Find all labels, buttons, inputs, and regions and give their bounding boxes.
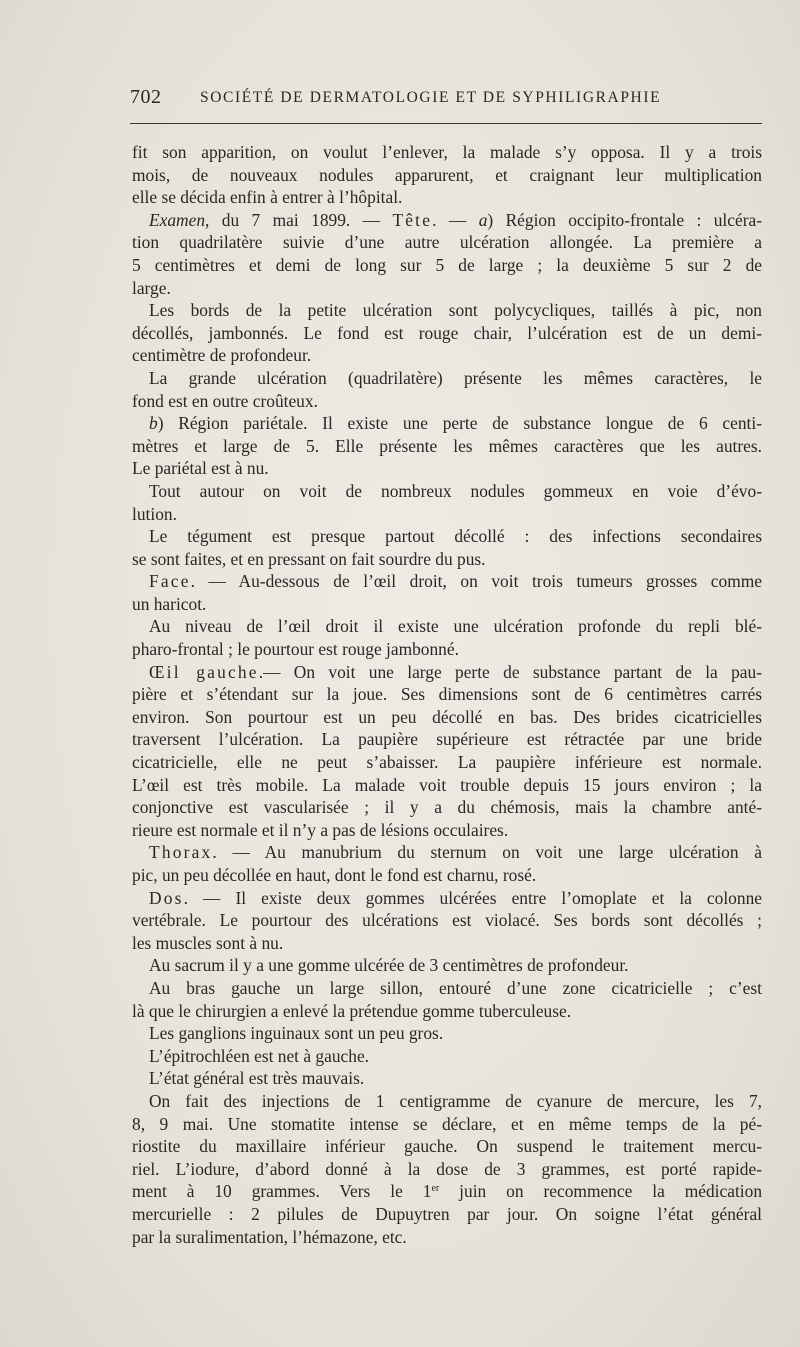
spaced-heading: Œil gauche bbox=[149, 661, 259, 682]
text-line: se sont faites, et en pressant on fait sourdre du pus. bbox=[132, 548, 486, 569]
text-run: . — Il existe deux gommes ulcérées entre l’omoplate et la colonne bbox=[183, 887, 762, 908]
page-number: 702 bbox=[130, 86, 162, 108]
text-line: par la suralimentation, l’hémazone, etc. bbox=[132, 1226, 407, 1247]
spaced-heading: Tête bbox=[392, 209, 433, 230]
text-line: décollés, jambonnés. Le fond est rouge chair, l’ulcération est de un demi- bbox=[132, 322, 762, 343]
text-line bbox=[132, 661, 762, 684]
text-line: Les bords de la petite ulcération sont polycycliques, taillés à pic, non bbox=[149, 300, 762, 321]
spaced-heading: Face bbox=[149, 571, 191, 592]
text-line: pic, un peu décollée en haut, dont le fond est charnu, rosé. bbox=[132, 865, 537, 885]
text-line: lution. bbox=[132, 503, 177, 524]
text-line bbox=[132, 1180, 762, 1203]
text-line: tion quadrilatère suivie d’une autre ulcération allongée. La première a bbox=[132, 232, 762, 253]
paragraph bbox=[132, 480, 762, 525]
text-line: fit son apparition, on voulut l’enlever, la malade s’y opposa. Il y a trois bbox=[132, 142, 762, 162]
paragraph bbox=[132, 954, 762, 977]
text-run: . — Au manubrium du sternum on voit une large ulcération à bbox=[212, 842, 762, 863]
text-line: L’épitrochléen est net à gauche. bbox=[149, 1045, 370, 1066]
text-line bbox=[132, 841, 762, 864]
text-line: L’état général est très mauvais. bbox=[149, 1068, 365, 1089]
paragraph bbox=[132, 1045, 762, 1068]
text-line: Le pariétal est à nu. bbox=[132, 458, 269, 479]
text-line: un haricot. bbox=[132, 593, 207, 614]
paragraph bbox=[132, 887, 762, 955]
text-line bbox=[132, 412, 762, 435]
text-line: Au sacrum il y a une gomme ulcérée de 3 centimètres de profondeur. bbox=[149, 955, 629, 976]
running-title: SOCIÉTÉ DE DERMATOLOGIE ET DE SYPHILIGRAPHIE bbox=[200, 89, 662, 106]
text-line: riostite du maxillaire inférieur gauche. On suspend le traitement mercu- bbox=[132, 1136, 762, 1157]
text-line: Le tégument est presque partout décollé : des infections secondaires bbox=[149, 526, 762, 547]
text-line bbox=[132, 570, 762, 593]
paragraph bbox=[132, 1067, 762, 1090]
text-line: vertébrale. Le pourtour des ulcérations est violacé. Ses bords sont décollés ; bbox=[132, 910, 762, 931]
text-run: , du 7 mai 1899. — bbox=[205, 209, 393, 230]
text-line: Au niveau de l’œil droit il existe une ulcération profonde du repli blé- bbox=[149, 616, 762, 637]
text-line: L’œil est très mobile. La malade voit trouble depuis 15 jours environ ; la bbox=[132, 774, 762, 795]
paragraph bbox=[132, 570, 762, 615]
italic-text: b bbox=[149, 413, 158, 434]
text-run: .— On voit une large perte de substance partant de la pau- bbox=[258, 661, 762, 682]
text-line: Tout autour on voit de nombreux nodules gommeux en voie d’évo- bbox=[149, 480, 762, 501]
italic-text: Examen bbox=[149, 209, 206, 230]
text-run: ) Région pariétale. Il existe une perte de substance longue de 6 centi- bbox=[157, 413, 762, 434]
paragraph bbox=[132, 1022, 762, 1045]
text-line: centimètre de profondeur. bbox=[132, 345, 312, 366]
body-text bbox=[132, 141, 762, 1248]
paragraph bbox=[132, 367, 762, 412]
text-line: pharo-frontal ; le pourtour est rouge jambonné. bbox=[132, 639, 459, 660]
text-line bbox=[132, 209, 762, 232]
text-line: La grande ulcération (quadrilatère) présente les mêmes caractères, le bbox=[149, 367, 762, 388]
paragraph bbox=[132, 525, 762, 570]
text-line: fond est en outre croûteux. bbox=[132, 390, 318, 411]
text-line: Au bras gauche un large sillon, entouré d’une zone cicatricielle ; c’est bbox=[149, 977, 762, 998]
paragraph bbox=[132, 209, 762, 299]
text-run: . — bbox=[432, 209, 479, 230]
text-line: rieure est normale et il n’y a pas de lésions occulaires. bbox=[132, 819, 509, 840]
text-line: environ. Son pourtour est un peu décollé en bas. Des brides cicatricielles bbox=[132, 706, 762, 727]
text-line: On fait des injections de 1 centigramme de cyanure de mercure, les 7, bbox=[149, 1090, 762, 1111]
text-line: traversent l’ulcération. La paupière supérieure est rétractée par une bride bbox=[132, 729, 762, 750]
text-line: mois, de nouveaux nodules apparurent, et craignant leur multiplication bbox=[132, 164, 762, 185]
text-line: Les ganglions inguinaux sont un peu gros. bbox=[149, 1023, 444, 1044]
superscript: er bbox=[431, 1183, 440, 1195]
paragraph bbox=[132, 615, 762, 660]
text-line: conjonctive est vascularisée ; il y a du chémosis, mais la chambre anté- bbox=[132, 797, 762, 818]
italic-text: a bbox=[478, 209, 488, 230]
text-line: riel. L’iodure, d’abord donné à la dose de 3 grammes, est porté rapide- bbox=[132, 1158, 762, 1179]
header-rule bbox=[130, 123, 762, 124]
paragraph bbox=[132, 661, 762, 842]
text-line: 5 centimètres et demi de long sur 5 de large ; la deuxième 5 sur 2 de bbox=[132, 254, 762, 275]
text-run: ) Région occipito-frontale : ulcéra- bbox=[487, 209, 762, 230]
spaced-heading: Thorax bbox=[149, 842, 213, 863]
text-line: pière et s’étendant sur la joue. Ses dimensions sont de 6 centimètres carrés bbox=[132, 684, 762, 705]
text-line bbox=[132, 887, 762, 910]
paragraph bbox=[132, 299, 762, 367]
paragraph bbox=[132, 412, 762, 480]
text-line: mercurielle : 2 pilules de Dupuytren par jour. On soigne l’état général bbox=[132, 1203, 762, 1224]
paragraph bbox=[132, 977, 762, 1022]
text-run: juin on recommence la médication bbox=[439, 1181, 763, 1202]
text-line: les muscles sont à nu. bbox=[132, 932, 284, 953]
paragraph bbox=[132, 1090, 762, 1248]
paragraph bbox=[132, 841, 762, 886]
text-line: large. bbox=[132, 277, 171, 298]
spaced-heading: Dos bbox=[149, 887, 184, 908]
text-run: ment à 10 grammes. Vers le 1 bbox=[132, 1181, 432, 1202]
text-line: là que le chirurgien a enlevé la prétendue gomme tuberculeuse. bbox=[132, 1000, 572, 1021]
text-line: cicatricielle, elle ne peut s’abaisser. La paupière inférieure est normale. bbox=[132, 752, 762, 773]
text-line: mètres et large de 5. Elle présente les mêmes caractères que les autres. bbox=[132, 435, 762, 456]
page-header bbox=[130, 86, 770, 110]
text-line: 8, 9 mai. Une stomatite intense se déclare, et en même temps de la pé- bbox=[132, 1113, 762, 1134]
paragraph bbox=[132, 141, 762, 209]
text-line: elle se décida enfin à entrer à l’hôpital. bbox=[132, 187, 403, 208]
text-run: . — Au-dessous de l’œil droit, on voit trois tumeurs grosses comme bbox=[190, 571, 762, 592]
